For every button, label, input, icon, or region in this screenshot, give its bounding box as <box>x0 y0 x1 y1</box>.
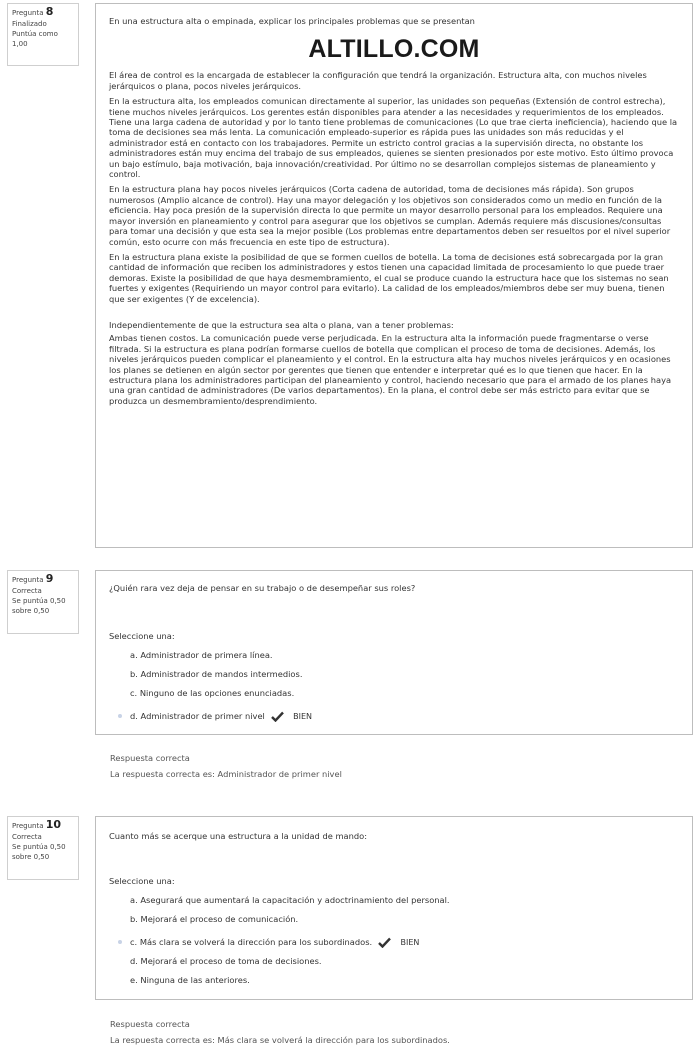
question-number-value: 8 <box>45 5 54 18</box>
question-number <box>12 7 74 19</box>
answer-paragraph: En la estructura plana hay pocos niveles jerárquicos (Corta cadena de autoridad, toma de decisiones más rápida). Son grupos numerosos (Amplio alcance de control). Hay una mayor delegación y los objetivos son considerados como un medio en función de la eficiencia. Hay poca presión de la supervisión directa lo que permite un mayor desarrollo personal para los empleados. Requiere una mayor inversión en planeamiento y control para asegurar que los objetivos se cumplan. Además requiere más discusiones/consultas para tomar una decisión y que esta sea la mejor posible (Los problemas entre departamentos deben ser resueltos por el nivel superior común, esto ocurre con más frecuencia en este tipo de estructura). <box>109 184 671 247</box>
feedback-text: La respuesta correcta es: Administrador de primer nivel <box>110 768 342 779</box>
select-prompt: Seleccione una: <box>109 876 175 887</box>
question-text: ¿Quién rara vez deja de pensar en su trabajo o de desempeñar sus roles? <box>109 583 416 593</box>
feedback-text: La respuesta correcta es: Más clara se volverá la dirección para los subordinados. <box>110 1034 450 1045</box>
question-label: Pregunta <box>12 9 44 17</box>
radio-selected-icon <box>118 714 122 718</box>
option-label: b. Mejorará el proceso de comunicación. <box>130 913 299 924</box>
answer-paragraph: Independientemente de que la estructura sea alta o plana, van a tener problemas: <box>109 319 454 330</box>
question-status: Correcta <box>12 832 42 841</box>
options-list <box>130 646 679 726</box>
question-text: En una estructura alta o empinada, explicar los principales problemas que se presentan <box>109 16 475 26</box>
option-c[interactable] <box>130 933 679 952</box>
option-d[interactable] <box>130 952 679 971</box>
question-label: Pregunta <box>12 576 44 584</box>
feedback-title: Respuesta correcta <box>110 1019 190 1029</box>
question-status: Correcta <box>12 586 42 595</box>
option-a[interactable] <box>130 646 679 665</box>
question-score: Se puntúa 0,50 sobre 0,50 <box>12 843 66 861</box>
select-prompt: Seleccione una: <box>109 631 175 642</box>
question-number-value: 9 <box>45 572 54 585</box>
option-label: a. Asegurará que aumentará la capacitación y adoctrinamiento del personal. <box>130 894 450 905</box>
answer-paragraph: En la estructura alta, los empleados comunican directamente al superior, las unidades son pequeñas (Extensión de control estrecha), tiene muchos niveles jerárquicos. Los gerentes están disponibles para atender a las necesidades y requerimientos de los empleados. Tiene una larga cadena de autoridad y por lo tanto tiene problemas de comunicaciones (Lo que trae cierta ineficiencia), haciendo que la toma de decisiones sea más lenta. La comunicación empleado-superior es rápida pues las unidades son más reducidas y el administrador está en contacto con los trabajadores. Permite un estricto control gracias a la supervisión directa, no obstante los administradores están muy encima del trabajo de sus empleados, quienes se sienten presionados por este motivo. Esto último provoca un bajo estímulo, baja motivación, baja innovación/creatividad. Por último no se desarrollan complejos sistemas de planeamiento y control. <box>109 96 678 180</box>
option-a[interactable] <box>130 891 679 910</box>
question-info-9 <box>7 570 79 634</box>
option-b[interactable] <box>130 665 679 684</box>
option-label: e. Ninguna de las anteriores. <box>130 974 250 985</box>
altillo-logo: ALTILLO.COM <box>308 35 480 64</box>
question-score: Puntúa como 1,00 <box>12 30 58 48</box>
radio-selected-icon <box>118 940 122 944</box>
grade-mark: BIEN <box>400 937 420 947</box>
question-label: Pregunta <box>12 822 44 830</box>
question-content-10 <box>95 816 693 1000</box>
option-label: b. Administrador de mandos intermedios. <box>130 668 303 679</box>
option-label: c. Ninguno de las opciones enunciadas. <box>130 687 295 698</box>
question-number <box>12 574 74 586</box>
option-label: a. Administrador de primera línea. <box>130 649 273 660</box>
question-number-value: 10 <box>45 818 62 831</box>
option-label: d. Mejorará el proceso de toma de decisiones. <box>130 955 322 966</box>
question-content-8 <box>95 3 693 548</box>
option-b[interactable] <box>130 910 679 929</box>
answer-paragraph: El área de control es la encargada de establecer la configuración que tendrá la organización. Estructura alta, con muchos niveles jerárquicos o plana, pocos niveles jerárquicos. <box>109 70 647 91</box>
answer-paragraph: Ambas tienen costos. La comunicación puede verse perjudicada. En la estructura alta la información puede fragmentarse o verse filtrada. Si la estructura es plana podrían formarse cuellos de botella que complican el proceso de toma de decisiones. Además, los niveles jerárquicos pueden complicar el planeamiento y el control. En la estructura alta hay muchos niveles jerárquicos y en ocasiones los planes se detienen en algún sector por gerentes que tienen que entender e interpretar qué es lo que tienen que hacer. En la estructura plana los administradores participan del planeamiento y control, haciendo necesario que para el armado de los planes haya una gran cantidad de administradores (De varios departamentos). En la plana, el control debe ser más estricto para evitar que se produzca un desmembramiento/desprendimiento. <box>109 333 672 406</box>
answer-paragraph: En la estructura plana existe la posibilidad de que se formen cuellos de botella. La toma de decisiones está sobrecargada por la gran cantidad de información que reciben los administradores y estos tienen una capacidad limitada de procesamiento lo que puede traer demoras. Existe la posibilidad de que haya desmembramiento, el cual se produce cuando la estructura hace que los sistemas no sean fuertes y exigentes (Requiriendo un mayor control para evitarlo). La calidad de los empleados/miembros debe ser muy buena, tienen que ser exigentes (Y de excelencia). <box>109 251 669 304</box>
grade-mark: BIEN <box>293 711 313 721</box>
question-status: Finalizado <box>12 19 47 28</box>
question-number <box>12 820 74 832</box>
option-d[interactable] <box>130 707 679 726</box>
feedback-title: Respuesta correcta <box>110 753 190 763</box>
question-info-10 <box>7 816 79 880</box>
feedback-9 <box>110 751 342 782</box>
option-c[interactable] <box>130 684 679 703</box>
question-info-8 <box>7 3 79 66</box>
option-label: d. Administrador de primer nivel <box>130 710 265 721</box>
option-e[interactable] <box>130 971 679 990</box>
checkmark-icon <box>378 937 391 948</box>
options-list <box>130 891 679 990</box>
question-text: Cuanto más se acerque una estructura a la unidad de mando: <box>109 831 368 841</box>
question-content-9 <box>95 570 693 735</box>
feedback-10 <box>110 1017 450 1048</box>
option-label: c. Más clara se volverá la dirección para los subordinados. <box>130 936 373 947</box>
question-score: Se puntúa 0,50 sobre 0,50 <box>12 597 66 615</box>
checkmark-icon <box>271 711 284 722</box>
